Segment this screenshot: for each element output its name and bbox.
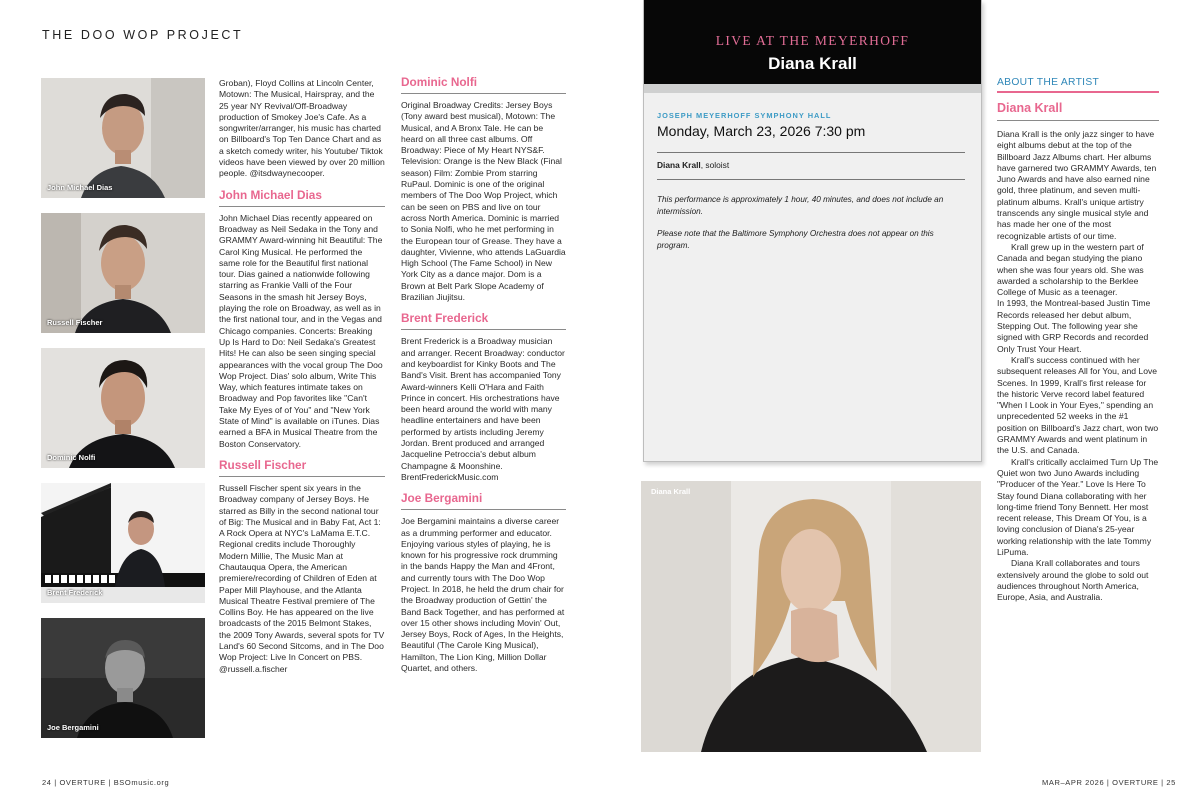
bio-text: Original Broadway Credits: Jersey Boys (Tony award best musical), Motown: The Musical, and A Bronx Tale. He can be heard on all three cast albums. Off Broadway: Piece of My Heart NYS&F. Television: Orange is the New Black (Final season) Film: Zombie Prom starring RuPaul. Dominic is one of the original members of The Doo Wop Project, which can be seen on PBS and live on tour across North America. Dominic is married to Sonia Nolfi, who he met performing in the European tour of Grease. They have a daughter, Vivienne, who attends LaGuardia High School (The Fame School) in New York City as a dance major. Dom is a Brown at Belt Park Slope Academy of Brazilian Jiujitsu. (401, 100, 566, 303)
bio-name: Russell Fischer (219, 458, 385, 477)
photo-caption: Russell Fischer (47, 318, 103, 327)
duration-note: This performance is approximately 1 hour, 40 minutes, and does not include an intermission. (657, 195, 944, 216)
about-paragraph: Krall grew up in the western part of Canada and began studying the piano when she was four years old. She was awarded a scholarship to the Berklee College of Music as a teenager. (997, 241, 1144, 298)
about-paragraph: In 1993, the Montreal-based Justin Time Records released her debut album, Stepping Out. The following year she signed with GRP Records and recorded Only Trust Your Heart. (997, 298, 1151, 354)
right-footer: MAR–APR 2026 | OVERTURE | 25 (1042, 778, 1176, 787)
portrait-image (41, 213, 205, 333)
photo-caption: Diana Krall (651, 487, 691, 496)
program-note: Please note that the Baltimore Symphony Orchestra does not appear on this program. (657, 229, 934, 250)
about-label: ABOUT THE ARTIST (997, 77, 1159, 93)
about-paragraph: Diana Krall collaborates and tours extensively around the globe to sold out audiences throughout North America, Europe, Asia, and Australia. (997, 558, 1149, 603)
photo-russell-fischer (41, 213, 205, 333)
section-title: THE DOO WOP PROJECT (42, 28, 244, 42)
venue-name: JOSEPH MEYERHOFF SYMPHONY HALL (657, 111, 832, 120)
portrait-image (41, 483, 205, 603)
divider (657, 179, 965, 180)
bio-name: John Michael Dias (219, 188, 385, 207)
photo-john-michael-dias (41, 78, 205, 198)
bio-continued-text: Groban), Floyd Collins at Lincoln Center, Motown: The Musical, Hairspray, and the 25 year NY Revival/Off-Broadway production of Smokey Joe's Cafe. As a songwriter/arranger, his music has charted on Billboard's Top Ten Dance Chart and as a sketch comedy writer, his Youtube/ Tiktok videos have been viewed by over 20 million people. @itsdwayne​cooper. (219, 78, 385, 179)
photo-caption: John Michael Dias (47, 183, 113, 192)
soloist-role: , soloist (700, 160, 730, 170)
divider (657, 152, 965, 153)
left-footer: 24 | OVERTURE | BSOmusic.org (42, 778, 170, 787)
bio-text: Russell Fischer spent six years in the Broadway company of Jersey Boys. He starred as Billy in the second national tour of Big: The Musical and in Baby Fat, Act 1: A Rock Opera at NYC's LaMama E.T.C. Regional credits include Thoroughly Modern Millie, The Music Man at Chautauqua Opera, the American premiere/recording of Children of Eden at Paper Mill Playhouse, and the Atlanta Musical Theatre Festival premiere of The Collins Boy. He has appeared on the live broadcasts of the 2015 Belmont Stakes, the 2009 Tony Awards, several spots for TV Land's 60 Second Sitcoms, and in The Doo Wop Project: Live In Concert on PBS. @russell.a.fischer (219, 482, 385, 674)
bio-column-2 (401, 75, 566, 674)
soloist-line (657, 160, 729, 170)
event-datetime: Monday, March 23, 2026 7:30 pm (657, 123, 866, 139)
about-paragraph: Diana Krall is the only jazz singer to have eight albums debut at the top of the Billboard Jazz Albums chart. Her albums have garnered two GRAMMY Awards, ten Juno Awards and have also earned nine gold, three platinum, and seven multi-platinum albums. Krall's unique artistry transcends any single musical style and has made her one of the most recognizable artists of our time. (997, 129, 1157, 241)
about-paragraph: Krall's critically acclaimed Turn Up The Quiet won two Juno Awards including "Producer of the Year." Love Is Here To Stay found Diana collaborating with her long-time friend Tony Bennett. Her most recent release, This Dream Of You, is a loving conclusion of Diana's 25-year working relationship with the late Tommy LiPuma. (997, 456, 1159, 557)
portrait-image (41, 618, 205, 738)
portrait-image (41, 78, 205, 198)
photo-caption: Joe Bergamini (47, 723, 99, 732)
photo-joe-bergamini (41, 618, 205, 738)
photo-dominic-nolfi (41, 348, 205, 468)
series-title: LIVE AT THE MEYERHOFF (715, 33, 910, 48)
bio-name: Dominic Nolfi (401, 75, 566, 94)
portrait-image (641, 481, 981, 752)
photo-brent-frederick (41, 483, 205, 603)
photo-caption: Dominic Nolfi (47, 453, 96, 462)
event-artist: Diana Krall (768, 54, 857, 73)
bio-name: Joe Bergamini (401, 491, 566, 510)
bio-text: Brent Frederick is a Broadway musician and arranger. Recent Broadway: conductor and keyboardist for Kinky Boots and The Band's Visit. Brent has accompanied Tony Award-winners Kelli O'Hara and Faith Prince in concert. His orchestrations have been heard around the world with many headline entertainers and have been performed by artists including Jeremy Jordan. Brent produced and arranged Jacqueline Petroccia's debut album Champagne & Moonshine. BrentFrederickMusic.com (401, 336, 565, 482)
event-card-header (644, 0, 981, 84)
photo-caption: Brent Frederick (47, 588, 103, 597)
about-artist-name: Diana Krall (997, 101, 1159, 121)
bio-text: John Michael Dias recently appeared on Broadway as Neil Sedaka in the Tony and GRAMMY Award-winning hit Beautiful: The Carol King Musical. He performed the same role for the Beautiful first national tour. Dias gained a nationwide following starring as Frankie Valli of the Four Seasons in the smash hit Jersey Boys, playing the role on Broadway, as well as in the first national tour, and in the Vegas and Chicago companies. Concerts: Breaking Up Is Hard to Do: Neil Sedaka's Greatest Hits! He can also be seen singing special appearances with the vocal group The Doo Wop Project. Dias' solo album, Write This Way, which features intimate takes on Broadway and Pop favorites like "Can't Take My Eyes of of You" and "New York State of Mind" is available on iTunes. Dias earned a BFA in Musical Theatre from the Boston Conservatory. (219, 212, 383, 449)
bio-name: Brent Frederick (401, 311, 566, 330)
bio-text: Joe Bergamini maintains a diverse career as a drumming performer and educator. Enjoying various styles of playing, he is known for his progressive rock drumming in the bands Happy the Man and 4Front, and currently tours with The Doo Wop Project. In 2018, he held the drum chair for the Broadway production of Gettin' the Band Back Together, and has performed at over 15 other shows including Movin' Out, Jersey Boys, Rock of Ages, In the Heights, Beautiful (The Carole King Musical), Hamilton, The Lion King, Million Dollar Quartet, and others. (401, 516, 565, 674)
soloist-name: Diana Krall (657, 160, 701, 170)
bio-column-1 (219, 78, 385, 675)
portrait-image (41, 348, 205, 468)
about-paragraph: Krall's success continued with her subsequent releases All for You, and Love Scenes. In 1999, Krall's first release for the historic Verve record label featured "When I Look in Your Eyes," spending an unprecedented 52 weeks in the #1 position on Billboard's Jazz chart, won two GRAMMY Awards and went platinum in the U.S. and Canada. (997, 354, 1159, 456)
photo-diana-krall (641, 481, 981, 752)
about-body (997, 129, 1159, 603)
header-band (644, 84, 981, 93)
